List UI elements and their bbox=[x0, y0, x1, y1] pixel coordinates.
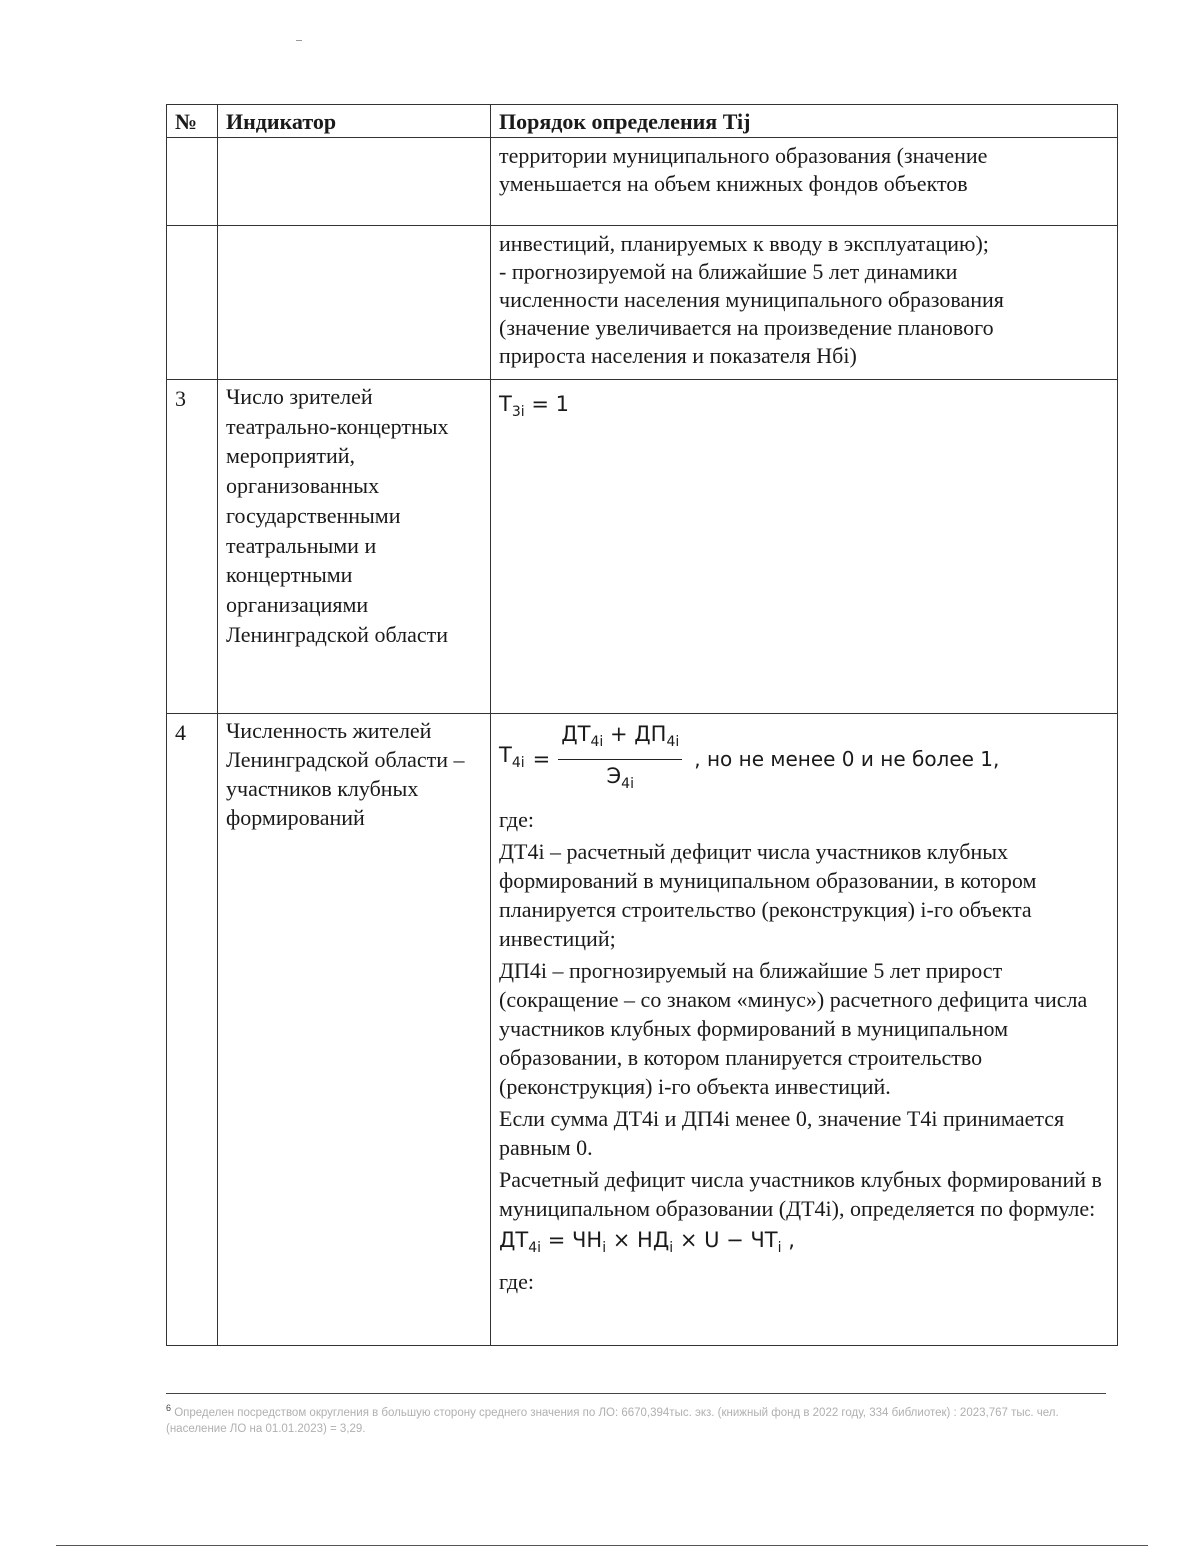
text-line: территории муниципального образования (значение bbox=[499, 143, 988, 168]
formula-sub: 3i bbox=[511, 404, 525, 421]
formula-part: = ЧН bbox=[547, 1228, 603, 1253]
text-line: (значение увеличивается на произведение планового bbox=[499, 315, 994, 340]
text-line: численности населения муниципального образования bbox=[499, 287, 1004, 312]
table-row-continuation-2 bbox=[167, 226, 1118, 380]
order-cell bbox=[491, 380, 1118, 714]
indicator-table bbox=[166, 104, 1118, 1346]
sum-rule: Если сумма ДТ4i и ДП4i менее 0, значение Т4i принимается равным 0. bbox=[499, 1106, 1065, 1161]
formula-part: × U − ЧТ bbox=[679, 1228, 778, 1253]
row-number: 3 bbox=[167, 380, 218, 714]
formula-var: ДТ bbox=[499, 1228, 529, 1253]
indicator-name: Численность жителей Ленинградской области – участников клубных формирований bbox=[218, 714, 491, 1346]
calc-intro: Расчетный дефицит числа участников клубных формирований в муниципальном образовании (ДТ4i), определяется по формуле: bbox=[499, 1167, 1102, 1222]
formula-op: + bbox=[609, 722, 628, 746]
formula-part: , bbox=[781, 1228, 795, 1253]
fraction bbox=[558, 720, 682, 799]
cell-empty bbox=[218, 226, 491, 380]
formula-sub: 4i bbox=[666, 734, 680, 751]
formula-eq: = bbox=[532, 747, 551, 772]
cell-continuation-1 bbox=[491, 138, 1118, 226]
header-number: № bbox=[167, 105, 218, 138]
formula-rhs: = 1 bbox=[531, 392, 569, 416]
formula-sub: 4i bbox=[511, 755, 525, 772]
table-row-3 bbox=[167, 380, 1118, 714]
formula-sub: 4i bbox=[621, 776, 634, 793]
formula-t3i bbox=[499, 390, 1109, 427]
footnote-marker: 6 bbox=[166, 1403, 172, 1413]
footnote-text: Определен посредством округления в большую сторону среднего значения по ЛО: 6670,394тыс. экз. (книжный фонд в 2022 году, 334 библиотек) : 2023,767 тыс. чел. (население ЛО на 01.01.2023) = 3,29. bbox=[166, 1406, 1059, 1435]
fraction-denominator bbox=[607, 760, 634, 799]
fraction-numerator bbox=[558, 720, 682, 760]
formula-var: T bbox=[499, 743, 512, 768]
cell-empty bbox=[167, 138, 218, 226]
text-line: инвестиций, планируемых к вводу в эксплуатацию); bbox=[499, 231, 989, 256]
formula-sub: 4i bbox=[528, 1240, 542, 1257]
cell-empty bbox=[218, 138, 491, 226]
scan-mark bbox=[296, 40, 302, 41]
definition-dt4i: ДТ4i – расчетный дефицит числа участников клубных формирований в муниципальном образовании, в котором планируется строительство (реконструкция) i-го объекта инвестиций; bbox=[499, 839, 1037, 952]
header-indicator: Индикатор bbox=[218, 105, 491, 138]
footnote-separator bbox=[166, 1393, 1106, 1394]
cell-continuation-2 bbox=[491, 226, 1118, 380]
formula-sub: i bbox=[602, 1240, 607, 1257]
table-header-row bbox=[167, 105, 1118, 138]
row-number: 4 bbox=[167, 714, 218, 1346]
table-row-continuation-1 bbox=[167, 138, 1118, 226]
formula-sub: i bbox=[777, 1240, 782, 1257]
formula-var: ДТ bbox=[561, 722, 591, 746]
where-label: где: bbox=[499, 807, 534, 833]
formula-t4i bbox=[499, 720, 1109, 799]
formula-part: × НД bbox=[612, 1228, 670, 1253]
formula-var: ДП bbox=[634, 722, 667, 746]
formula-sub: i bbox=[669, 1240, 674, 1257]
table-row-4 bbox=[167, 714, 1118, 1346]
formula-sub: 4i bbox=[590, 734, 604, 751]
order-cell bbox=[491, 714, 1118, 1346]
header-order: Порядок определения Tij bbox=[491, 105, 1118, 138]
formula-var: Э bbox=[606, 764, 622, 789]
definition-dp4i: ДП4i – прогнозируемый на ближайшие 5 лет прирост (сокращение – со знаком «минус») расчетного дефицита числа участников клубных формирований в муниципальном образовании, в котором планируется строительство (реконструкция) i-го объекта инвестиций. bbox=[499, 958, 1088, 1100]
text-line: уменьшается на объем книжных фондов объектов bbox=[499, 171, 968, 196]
formula-lhs bbox=[499, 741, 525, 778]
formula-dt4i bbox=[499, 1226, 1109, 1263]
cell-empty bbox=[167, 226, 218, 380]
text-line: - прогнозируемой на ближайшие 5 лет динамики bbox=[499, 259, 958, 284]
page-bottom-rule bbox=[56, 1545, 1148, 1546]
formula-condition: , но не менее 0 и не более 1, bbox=[694, 747, 1000, 772]
footnote bbox=[166, 1400, 1106, 1437]
indicator-name: Число зрителей театрально-концертных мероприятий, организованных государственными театральными и концертными организациями Ленинградской области bbox=[218, 380, 491, 714]
where-label: где: bbox=[499, 1268, 534, 1294]
text-line: прироста населения и показателя Нбi) bbox=[499, 343, 857, 368]
formula-var: T bbox=[499, 392, 512, 416]
